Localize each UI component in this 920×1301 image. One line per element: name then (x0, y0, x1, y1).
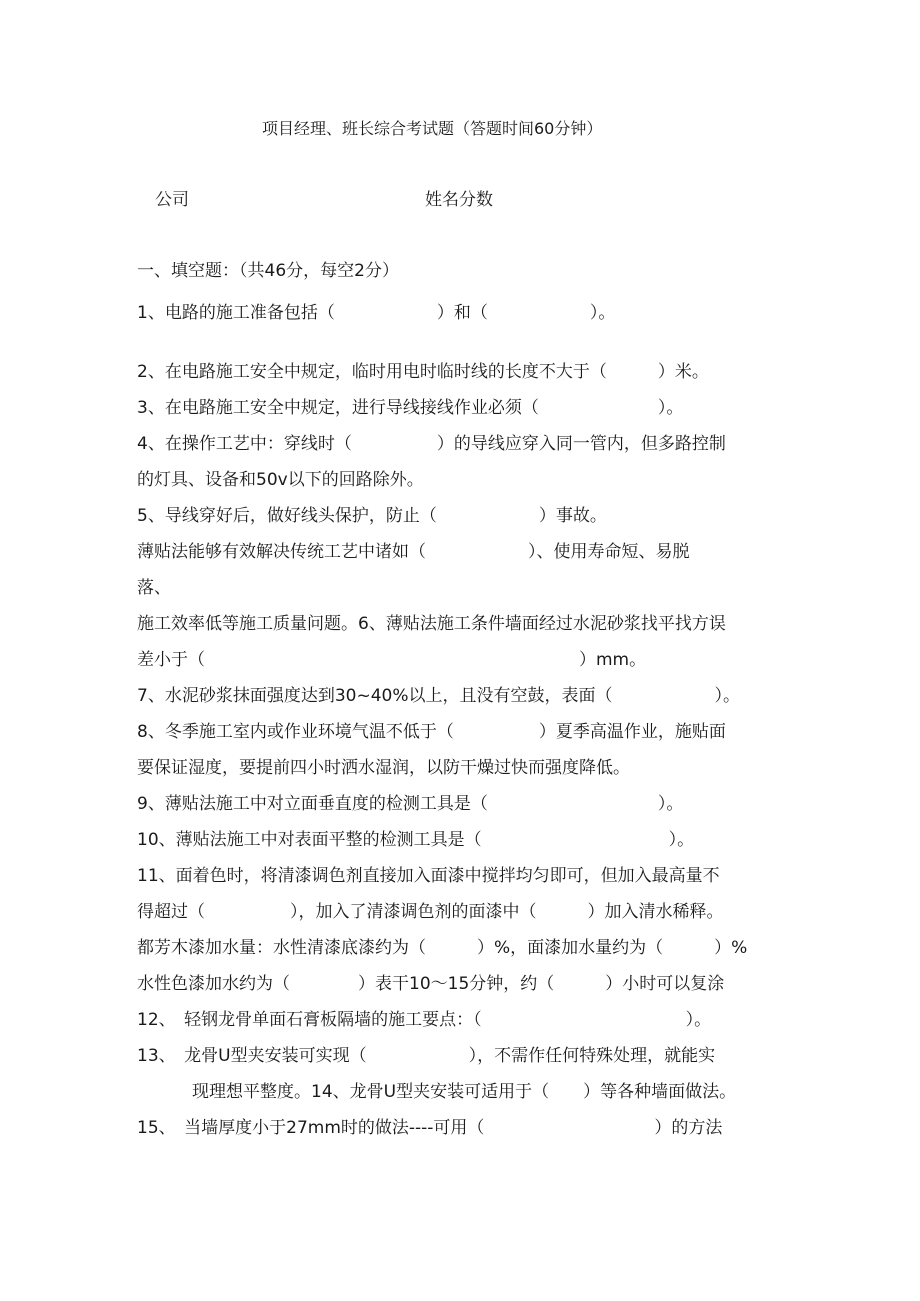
question-line: 要保证湿度，要提前四小时洒水湿润，以防干燥过快而强度降低。 (137, 758, 630, 778)
question-line: 15、 当墙厚度小于27mm时的做法----可用（ ）的方法 (137, 1118, 723, 1138)
question-line: 都芳木漆加水量：水性清漆底漆约为（ ）%，面漆加水量约为（ ）% (137, 938, 748, 958)
question-line: 薄贴法能够有效解决传统工艺中诸如（ ）、使用寿命短、易脱 (137, 542, 690, 562)
question-line: 2、在电路施工安全中规定，临时用电时临时线的长度不大于（ ）米。 (137, 362, 709, 382)
question-line: 7、水泥砂浆抹面强度达到30~40%以上，且没有空鼓，表面（ ）。 (137, 686, 740, 706)
question-line: 的灯具、设备和50v以下的回路除外。 (137, 470, 424, 490)
question-line: 施工效率低等施工质量问题。6、薄贴法施工条件墙面经过水泥砂浆找平找方误 (137, 614, 726, 634)
company-label: 公司 (155, 190, 189, 210)
question-line: 9、薄贴法施工中对立面垂直度的检测工具是（ ）。 (137, 794, 684, 814)
question-line: 现理想平整度。14、龙骨U型夹安装可适用于（ ）等各种墙面做法。 (192, 1082, 737, 1102)
question-line: 落、 (137, 578, 171, 598)
page-title: 项目经理、班长综合考试题（答题时间60分钟） (262, 119, 603, 138)
question-line: 1、电路的施工准备包括（ ）和（ ）。 (137, 303, 616, 323)
question-line: 10、薄贴法施工中对表面平整的检测工具是（ ）。 (137, 830, 695, 850)
question-line: 5、导线穿好后，做好线头保护，防止（ ）事故。 (137, 506, 607, 526)
question-line: 8、冬季施工室内或作业环境气温不低于（ ）夏季高温作业，施贴面 (137, 722, 726, 742)
question-line: 11、面着色时，将清漆调色剂直接加入面漆中搅拌均匀即可，但加入最高量不 (137, 866, 720, 886)
question-line: 12、 轻钢龙骨单面石膏板隔墙的施工要点：（ ）。 (137, 1010, 712, 1030)
question-line: 差小于（ ）mm。 (137, 650, 647, 670)
question-line: 得超过（ ），加入了清漆调色剂的面漆中（ ）加入清水稀释。 (137, 902, 724, 922)
question-line: 3、在电路施工安全中规定，进行导线接线作业必须（ ）。 (137, 398, 684, 418)
section-heading: 一、填空题：（共46分，每空2分） (137, 261, 399, 281)
name-score-label: 姓名分数 (425, 190, 493, 210)
question-line: 13、 龙骨U型夹安装可实现（ ），不需作任何特殊处理，就能实 (137, 1046, 716, 1066)
question-line: 水性色漆加水约为（ ）表干10～15分钟，约（ ）小时可以复涂 (137, 974, 725, 994)
question-line: 4、在操作工艺中：穿线时（ ）的导线应穿入同一管内，但多路控制 (137, 434, 726, 454)
